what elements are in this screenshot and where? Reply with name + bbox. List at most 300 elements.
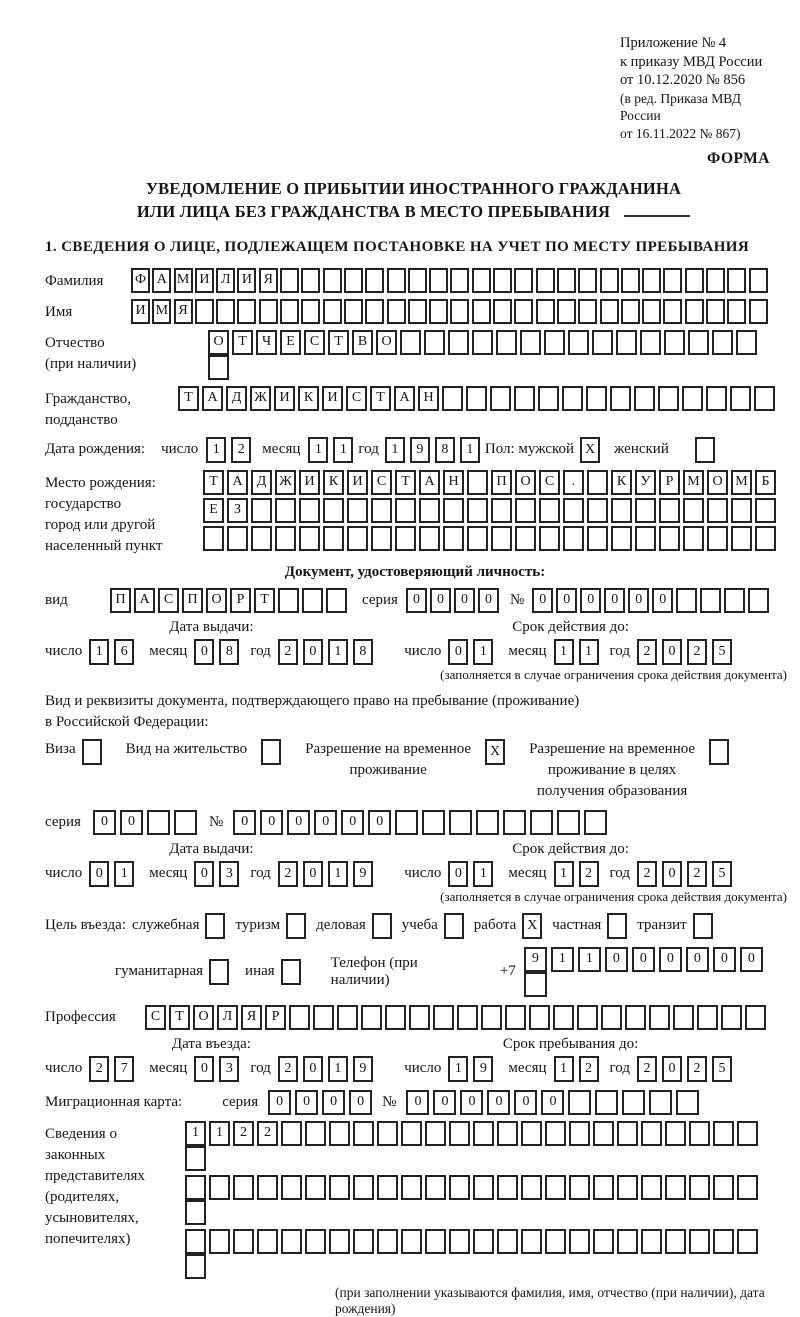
doc-kind-cell[interactable]: О (206, 588, 227, 613)
representative-cell[interactable] (305, 1229, 326, 1254)
doc-number-cell[interactable]: 0 (314, 810, 337, 835)
representative-cell[interactable] (353, 1175, 374, 1200)
representative-cell[interactable] (353, 1121, 374, 1146)
doc-kind-cell[interactable]: Т (254, 588, 275, 613)
date-cell[interactable]: 1 (448, 1056, 468, 1082)
surname-cell[interactable] (472, 268, 491, 293)
representative-cell[interactable] (593, 1229, 614, 1254)
birth-place-cell[interactable] (755, 526, 776, 551)
given-name-cell[interactable] (472, 299, 491, 324)
checkbox-cell[interactable] (693, 913, 713, 939)
representative-cell[interactable] (449, 1121, 470, 1146)
patronymic-cell[interactable]: О (208, 330, 229, 355)
representative-cell[interactable] (665, 1121, 686, 1146)
doc-series-cell[interactable]: 0 (406, 588, 427, 613)
doc-kind-cell[interactable]: П (182, 588, 203, 613)
profession-cell[interactable] (409, 1005, 430, 1030)
birth-place-cell[interactable] (515, 498, 536, 523)
surname-cell[interactable]: И (195, 268, 214, 293)
given-name-cell[interactable]: И (131, 299, 150, 324)
doc-series-cell[interactable]: 0 (268, 1090, 291, 1115)
phone-cell[interactable]: 0 (605, 947, 628, 972)
birth-place-cell[interactable] (299, 498, 320, 523)
representative-cell[interactable] (641, 1175, 662, 1200)
representative-cell[interactable] (737, 1175, 758, 1200)
surname-cell[interactable] (749, 268, 768, 293)
citizenship-cell[interactable] (466, 386, 487, 411)
birth-place-cell[interactable]: З (227, 498, 248, 523)
date-cell[interactable]: 0 (448, 639, 468, 665)
given-name-cell[interactable] (642, 299, 661, 324)
representative-cell[interactable] (329, 1229, 350, 1254)
doc-number-cell[interactable] (748, 588, 769, 613)
representative-cell[interactable] (569, 1175, 590, 1200)
date-cell[interactable]: 0 (303, 639, 323, 665)
date-cell[interactable]: 2 (278, 639, 298, 665)
citizenship-cell[interactable] (730, 386, 751, 411)
surname-cell[interactable] (408, 268, 427, 293)
date-cell[interactable]: 9 (473, 1056, 493, 1082)
given-name-cell[interactable] (706, 299, 725, 324)
doc-series-cell[interactable]: 0 (93, 810, 116, 835)
patronymic-cell[interactable]: Ч (256, 330, 277, 355)
birth-day-cell[interactable]: 1 (206, 437, 226, 463)
patronymic-cell[interactable]: Т (328, 330, 349, 355)
birth-place-cell[interactable] (539, 526, 560, 551)
doc-number-cell[interactable]: 0 (628, 588, 649, 613)
doc-number-cell[interactable]: 0 (556, 588, 577, 613)
citizenship-cell[interactable]: Н (418, 386, 439, 411)
doc-kind-cell[interactable] (278, 588, 299, 613)
surname-cell[interactable]: А (152, 268, 171, 293)
citizenship-cell[interactable] (658, 386, 679, 411)
representative-cell[interactable] (257, 1175, 278, 1200)
representative-cell[interactable] (473, 1175, 494, 1200)
profession-cell[interactable] (553, 1005, 574, 1030)
phone-cell[interactable]: 9 (524, 947, 547, 972)
birth-place-cell[interactable] (659, 526, 680, 551)
birth-place-cell[interactable]: О (707, 470, 728, 495)
date-cell[interactable]: 1 (328, 1056, 348, 1082)
representative-cell[interactable] (521, 1121, 542, 1146)
given-name-cell[interactable] (514, 299, 533, 324)
birth-place-cell[interactable] (611, 526, 632, 551)
doc-number-cell[interactable]: 0 (580, 588, 601, 613)
date-cell[interactable]: 2 (278, 861, 298, 887)
birth-place-cell[interactable] (371, 498, 392, 523)
checkbox-cell[interactable]: X (522, 913, 542, 939)
surname-cell[interactable]: М (174, 268, 193, 293)
birth-place-cell[interactable]: А (419, 470, 440, 495)
given-name-cell[interactable] (749, 299, 768, 324)
patronymic-cell[interactable] (664, 330, 685, 355)
profession-cell[interactable] (697, 1005, 718, 1030)
checkbox-cell[interactable] (281, 959, 301, 985)
doc-number-cell[interactable] (622, 1090, 645, 1115)
birth-place-cell[interactable]: К (611, 470, 632, 495)
doc-kind-cell[interactable]: Р (230, 588, 251, 613)
surname-cell[interactable] (450, 268, 469, 293)
surname-cell[interactable] (642, 268, 661, 293)
date-cell[interactable]: 0 (303, 861, 323, 887)
representative-cell[interactable] (209, 1229, 230, 1254)
date-cell[interactable]: 1 (579, 639, 599, 665)
representative-cell[interactable] (257, 1229, 278, 1254)
doc-number-cell[interactable] (503, 810, 526, 835)
date-cell[interactable]: 1 (114, 861, 134, 887)
given-name-cell[interactable] (600, 299, 619, 324)
representative-cell[interactable] (209, 1175, 230, 1200)
doc-number-cell[interactable]: 0 (532, 588, 553, 613)
date-cell[interactable]: 2 (637, 861, 657, 887)
checkbox-cell[interactable] (372, 913, 392, 939)
representative-cell[interactable] (377, 1229, 398, 1254)
birth-place-cell[interactable]: П (491, 470, 512, 495)
phone-cell[interactable]: 0 (686, 947, 709, 972)
checkbox-cell[interactable]: X (580, 437, 600, 463)
patronymic-cell[interactable]: В (352, 330, 373, 355)
patronymic-cell[interactable] (448, 330, 469, 355)
date-cell[interactable]: 5 (712, 639, 732, 665)
given-name-cell[interactable] (536, 299, 555, 324)
date-cell[interactable]: 8 (353, 639, 373, 665)
date-cell[interactable]: 1 (473, 861, 493, 887)
doc-number-cell[interactable]: 0 (541, 1090, 564, 1115)
birth-place-cell[interactable]: М (683, 470, 704, 495)
birth-year-cell[interactable]: 9 (410, 437, 430, 463)
doc-number-cell[interactable] (676, 588, 697, 613)
birth-place-cell[interactable]: Р (659, 470, 680, 495)
patronymic-cell[interactable]: О (376, 330, 397, 355)
representative-cell[interactable] (641, 1229, 662, 1254)
representative-cell[interactable] (689, 1175, 710, 1200)
given-name-cell[interactable]: М (152, 299, 171, 324)
birth-place-cell[interactable]: . (563, 470, 584, 495)
phone-cell[interactable]: 1 (578, 947, 601, 972)
date-cell[interactable]: 7 (114, 1056, 134, 1082)
representative-cell[interactable] (737, 1229, 758, 1254)
date-cell[interactable]: 1 (554, 861, 574, 887)
birth-place-cell[interactable] (347, 498, 368, 523)
surname-cell[interactable] (514, 268, 533, 293)
birth-month-cell[interactable]: 1 (308, 437, 328, 463)
phone-cell[interactable]: 0 (659, 947, 682, 972)
profession-cell[interactable] (361, 1005, 382, 1030)
birth-place-cell[interactable] (299, 526, 320, 551)
profession-cell[interactable]: О (193, 1005, 214, 1030)
birth-place-cell[interactable] (587, 526, 608, 551)
profession-cell[interactable]: Я (241, 1005, 262, 1030)
surname-cell[interactable] (621, 268, 640, 293)
doc-number-cell[interactable]: 0 (604, 588, 625, 613)
representative-cell[interactable] (329, 1121, 350, 1146)
date-cell[interactable]: 3 (219, 1056, 239, 1082)
birth-place-cell[interactable]: К (323, 470, 344, 495)
citizenship-cell[interactable] (538, 386, 559, 411)
representative-cell[interactable] (425, 1121, 446, 1146)
checkbox-cell[interactable] (82, 739, 102, 765)
given-name-cell[interactable]: Я (174, 299, 193, 324)
profession-cell[interactable] (625, 1005, 646, 1030)
birth-place-cell[interactable] (203, 526, 224, 551)
representative-cell[interactable] (737, 1121, 758, 1146)
patronymic-cell[interactable] (616, 330, 637, 355)
surname-cell[interactable] (387, 268, 406, 293)
given-name-cell[interactable] (365, 299, 384, 324)
patronymic-cell[interactable]: Е (280, 330, 301, 355)
given-name-cell[interactable] (429, 299, 448, 324)
representative-cell[interactable]: 1 (185, 1121, 206, 1146)
birth-place-cell[interactable]: А (227, 470, 248, 495)
birth-place-cell[interactable] (275, 526, 296, 551)
representative-cell[interactable] (401, 1175, 422, 1200)
citizenship-cell[interactable]: Т (178, 386, 199, 411)
patronymic-cell[interactable] (496, 330, 517, 355)
surname-cell[interactable] (557, 268, 576, 293)
representative-cell[interactable] (377, 1121, 398, 1146)
representative-cell[interactable] (473, 1121, 494, 1146)
doc-kind-cell[interactable]: С (158, 588, 179, 613)
doc-kind-cell[interactable]: А (134, 588, 155, 613)
representative-cell[interactable] (521, 1229, 542, 1254)
given-name-cell[interactable] (280, 299, 299, 324)
surname-cell[interactable] (685, 268, 704, 293)
representative-cell[interactable] (281, 1229, 302, 1254)
patronymic-cell[interactable] (472, 330, 493, 355)
date-cell[interactable]: 0 (662, 1056, 682, 1082)
surname-cell[interactable] (344, 268, 363, 293)
citizenship-cell[interactable]: И (274, 386, 295, 411)
doc-series-cell[interactable]: 0 (322, 1090, 345, 1115)
patronymic-cell[interactable] (424, 330, 445, 355)
birth-place-cell[interactable] (419, 526, 440, 551)
birth-place-cell[interactable] (683, 526, 704, 551)
birth-month-cell[interactable]: 1 (333, 437, 353, 463)
citizenship-cell[interactable]: А (202, 386, 223, 411)
birth-place-cell[interactable]: Ж (275, 470, 296, 495)
date-cell[interactable]: 5 (712, 1056, 732, 1082)
date-cell[interactable]: 2 (687, 1056, 707, 1082)
profession-cell[interactable] (337, 1005, 358, 1030)
citizenship-cell[interactable] (682, 386, 703, 411)
birth-place-cell[interactable] (491, 526, 512, 551)
date-cell[interactable]: 2 (637, 1056, 657, 1082)
doc-number-cell[interactable] (568, 1090, 591, 1115)
doc-series-cell[interactable] (147, 810, 170, 835)
doc-number-cell[interactable] (530, 810, 553, 835)
representative-cell[interactable] (449, 1175, 470, 1200)
birth-place-cell[interactable] (371, 526, 392, 551)
birth-place-cell[interactable] (635, 526, 656, 551)
birth-place-cell[interactable] (443, 526, 464, 551)
citizenship-cell[interactable] (514, 386, 535, 411)
representative-cell[interactable] (401, 1121, 422, 1146)
profession-cell[interactable]: Т (169, 1005, 190, 1030)
birth-place-cell[interactable]: О (515, 470, 536, 495)
doc-number-cell[interactable] (395, 810, 418, 835)
doc-series-cell[interactable] (174, 810, 197, 835)
birth-day-cell[interactable]: 2 (231, 437, 251, 463)
birth-place-cell[interactable] (587, 498, 608, 523)
citizenship-cell[interactable] (586, 386, 607, 411)
phone-cell[interactable] (524, 972, 547, 997)
representative-cell[interactable] (185, 1254, 206, 1279)
citizenship-cell[interactable]: С (346, 386, 367, 411)
checkbox-cell[interactable] (205, 913, 225, 939)
phone-cell[interactable]: 0 (632, 947, 655, 972)
given-name-cell[interactable] (408, 299, 427, 324)
date-cell[interactable]: 0 (89, 861, 109, 887)
representative-cell[interactable] (233, 1175, 254, 1200)
birth-place-cell[interactable] (491, 498, 512, 523)
birth-place-cell[interactable] (419, 498, 440, 523)
birth-year-cell[interactable]: 1 (460, 437, 480, 463)
representative-cell[interactable] (713, 1229, 734, 1254)
surname-cell[interactable] (536, 268, 555, 293)
citizenship-cell[interactable]: К (298, 386, 319, 411)
profession-cell[interactable] (745, 1005, 766, 1030)
representative-cell[interactable] (641, 1121, 662, 1146)
date-cell[interactable]: 9 (353, 1056, 373, 1082)
doc-number-cell[interactable] (584, 810, 607, 835)
doc-number-cell[interactable] (422, 810, 445, 835)
representative-cell[interactable] (401, 1229, 422, 1254)
representative-cell[interactable] (353, 1229, 374, 1254)
phone-cell[interactable]: 0 (740, 947, 763, 972)
given-name-cell[interactable] (387, 299, 406, 324)
representative-cell[interactable] (425, 1229, 446, 1254)
representative-cell[interactable] (425, 1175, 446, 1200)
checkbox-cell[interactable]: X (485, 739, 505, 765)
surname-cell[interactable] (429, 268, 448, 293)
surname-cell[interactable] (301, 268, 320, 293)
doc-series-cell[interactable]: 0 (454, 588, 475, 613)
date-cell[interactable]: 1 (328, 861, 348, 887)
representative-cell[interactable] (545, 1175, 566, 1200)
given-name-cell[interactable] (216, 299, 235, 324)
date-cell[interactable]: 0 (194, 1056, 214, 1082)
date-cell[interactable]: 0 (448, 861, 468, 887)
representative-cell[interactable] (569, 1229, 590, 1254)
given-name-cell[interactable] (344, 299, 363, 324)
profession-cell[interactable] (721, 1005, 742, 1030)
doc-number-cell[interactable] (676, 1090, 699, 1115)
surname-cell[interactable] (706, 268, 725, 293)
profession-cell[interactable] (481, 1005, 502, 1030)
citizenship-cell[interactable] (562, 386, 583, 411)
birth-place-cell[interactable]: Д (251, 470, 272, 495)
birth-place-cell[interactable] (731, 526, 752, 551)
birth-place-cell[interactable] (395, 526, 416, 551)
surname-cell[interactable]: Л (216, 268, 235, 293)
birth-place-cell[interactable] (563, 498, 584, 523)
doc-number-cell[interactable]: 0 (406, 1090, 429, 1115)
representative-cell[interactable] (233, 1229, 254, 1254)
checkbox-cell[interactable] (286, 913, 306, 939)
representative-cell[interactable] (545, 1229, 566, 1254)
representative-cell[interactable] (497, 1121, 518, 1146)
birth-place-cell[interactable]: И (347, 470, 368, 495)
patronymic-cell[interactable] (688, 330, 709, 355)
date-cell[interactable]: 0 (194, 861, 214, 887)
birth-place-cell[interactable]: С (371, 470, 392, 495)
representative-cell[interactable] (305, 1121, 326, 1146)
doc-kind-cell[interactable] (302, 588, 323, 613)
birth-year-cell[interactable]: 1 (385, 437, 405, 463)
representative-cell[interactable] (449, 1229, 470, 1254)
date-cell[interactable]: 0 (662, 861, 682, 887)
representative-cell[interactable] (521, 1175, 542, 1200)
representative-cell[interactable] (713, 1121, 734, 1146)
representative-cell[interactable] (545, 1121, 566, 1146)
given-name-cell[interactable] (663, 299, 682, 324)
birth-year-cell[interactable]: 8 (435, 437, 455, 463)
given-name-cell[interactable] (450, 299, 469, 324)
doc-number-cell[interactable] (724, 588, 745, 613)
doc-number-cell[interactable]: 0 (433, 1090, 456, 1115)
surname-cell[interactable]: Ф (131, 268, 150, 293)
patronymic-cell[interactable]: Т (232, 330, 253, 355)
citizenship-cell[interactable] (610, 386, 631, 411)
birth-place-cell[interactable] (251, 526, 272, 551)
profession-cell[interactable] (289, 1005, 310, 1030)
surname-cell[interactable] (663, 268, 682, 293)
doc-number-cell[interactable]: 0 (652, 588, 673, 613)
profession-cell[interactable] (457, 1005, 478, 1030)
birth-place-cell[interactable] (347, 526, 368, 551)
given-name-cell[interactable] (323, 299, 342, 324)
patronymic-cell[interactable] (568, 330, 589, 355)
profession-cell[interactable] (505, 1005, 526, 1030)
profession-cell[interactable] (529, 1005, 550, 1030)
birth-place-cell[interactable]: И (299, 470, 320, 495)
doc-kind-cell[interactable]: П (110, 588, 131, 613)
doc-number-cell[interactable]: 0 (368, 810, 391, 835)
representative-cell[interactable] (617, 1229, 638, 1254)
birth-place-cell[interactable] (467, 470, 488, 495)
surname-cell[interactable] (493, 268, 512, 293)
birth-place-cell[interactable]: Б (755, 470, 776, 495)
patronymic-cell[interactable] (544, 330, 565, 355)
representative-cell[interactable] (665, 1175, 686, 1200)
profession-cell[interactable] (649, 1005, 670, 1030)
patronymic-cell[interactable]: С (304, 330, 325, 355)
date-cell[interactable]: 2 (687, 861, 707, 887)
birth-place-cell[interactable]: Н (443, 470, 464, 495)
representative-cell[interactable] (497, 1175, 518, 1200)
date-cell[interactable]: 3 (219, 861, 239, 887)
doc-number-cell[interactable]: 0 (341, 810, 364, 835)
given-name-cell[interactable] (195, 299, 214, 324)
representative-cell[interactable] (185, 1146, 206, 1171)
surname-cell[interactable] (578, 268, 597, 293)
doc-series-cell[interactable]: 0 (120, 810, 143, 835)
doc-number-cell[interactable] (476, 810, 499, 835)
representative-cell[interactable] (473, 1229, 494, 1254)
citizenship-cell[interactable] (442, 386, 463, 411)
representative-cell[interactable] (281, 1121, 302, 1146)
date-cell[interactable]: 2 (89, 1056, 109, 1082)
given-name-cell[interactable] (557, 299, 576, 324)
date-cell[interactable]: 1 (554, 639, 574, 665)
birth-place-cell[interactable] (323, 526, 344, 551)
birth-place-cell[interactable] (587, 470, 608, 495)
doc-number-cell[interactable]: 0 (514, 1090, 537, 1115)
surname-cell[interactable] (280, 268, 299, 293)
checkbox-cell[interactable] (209, 959, 229, 985)
doc-number-cell[interactable] (595, 1090, 618, 1115)
citizenship-cell[interactable]: И (322, 386, 343, 411)
